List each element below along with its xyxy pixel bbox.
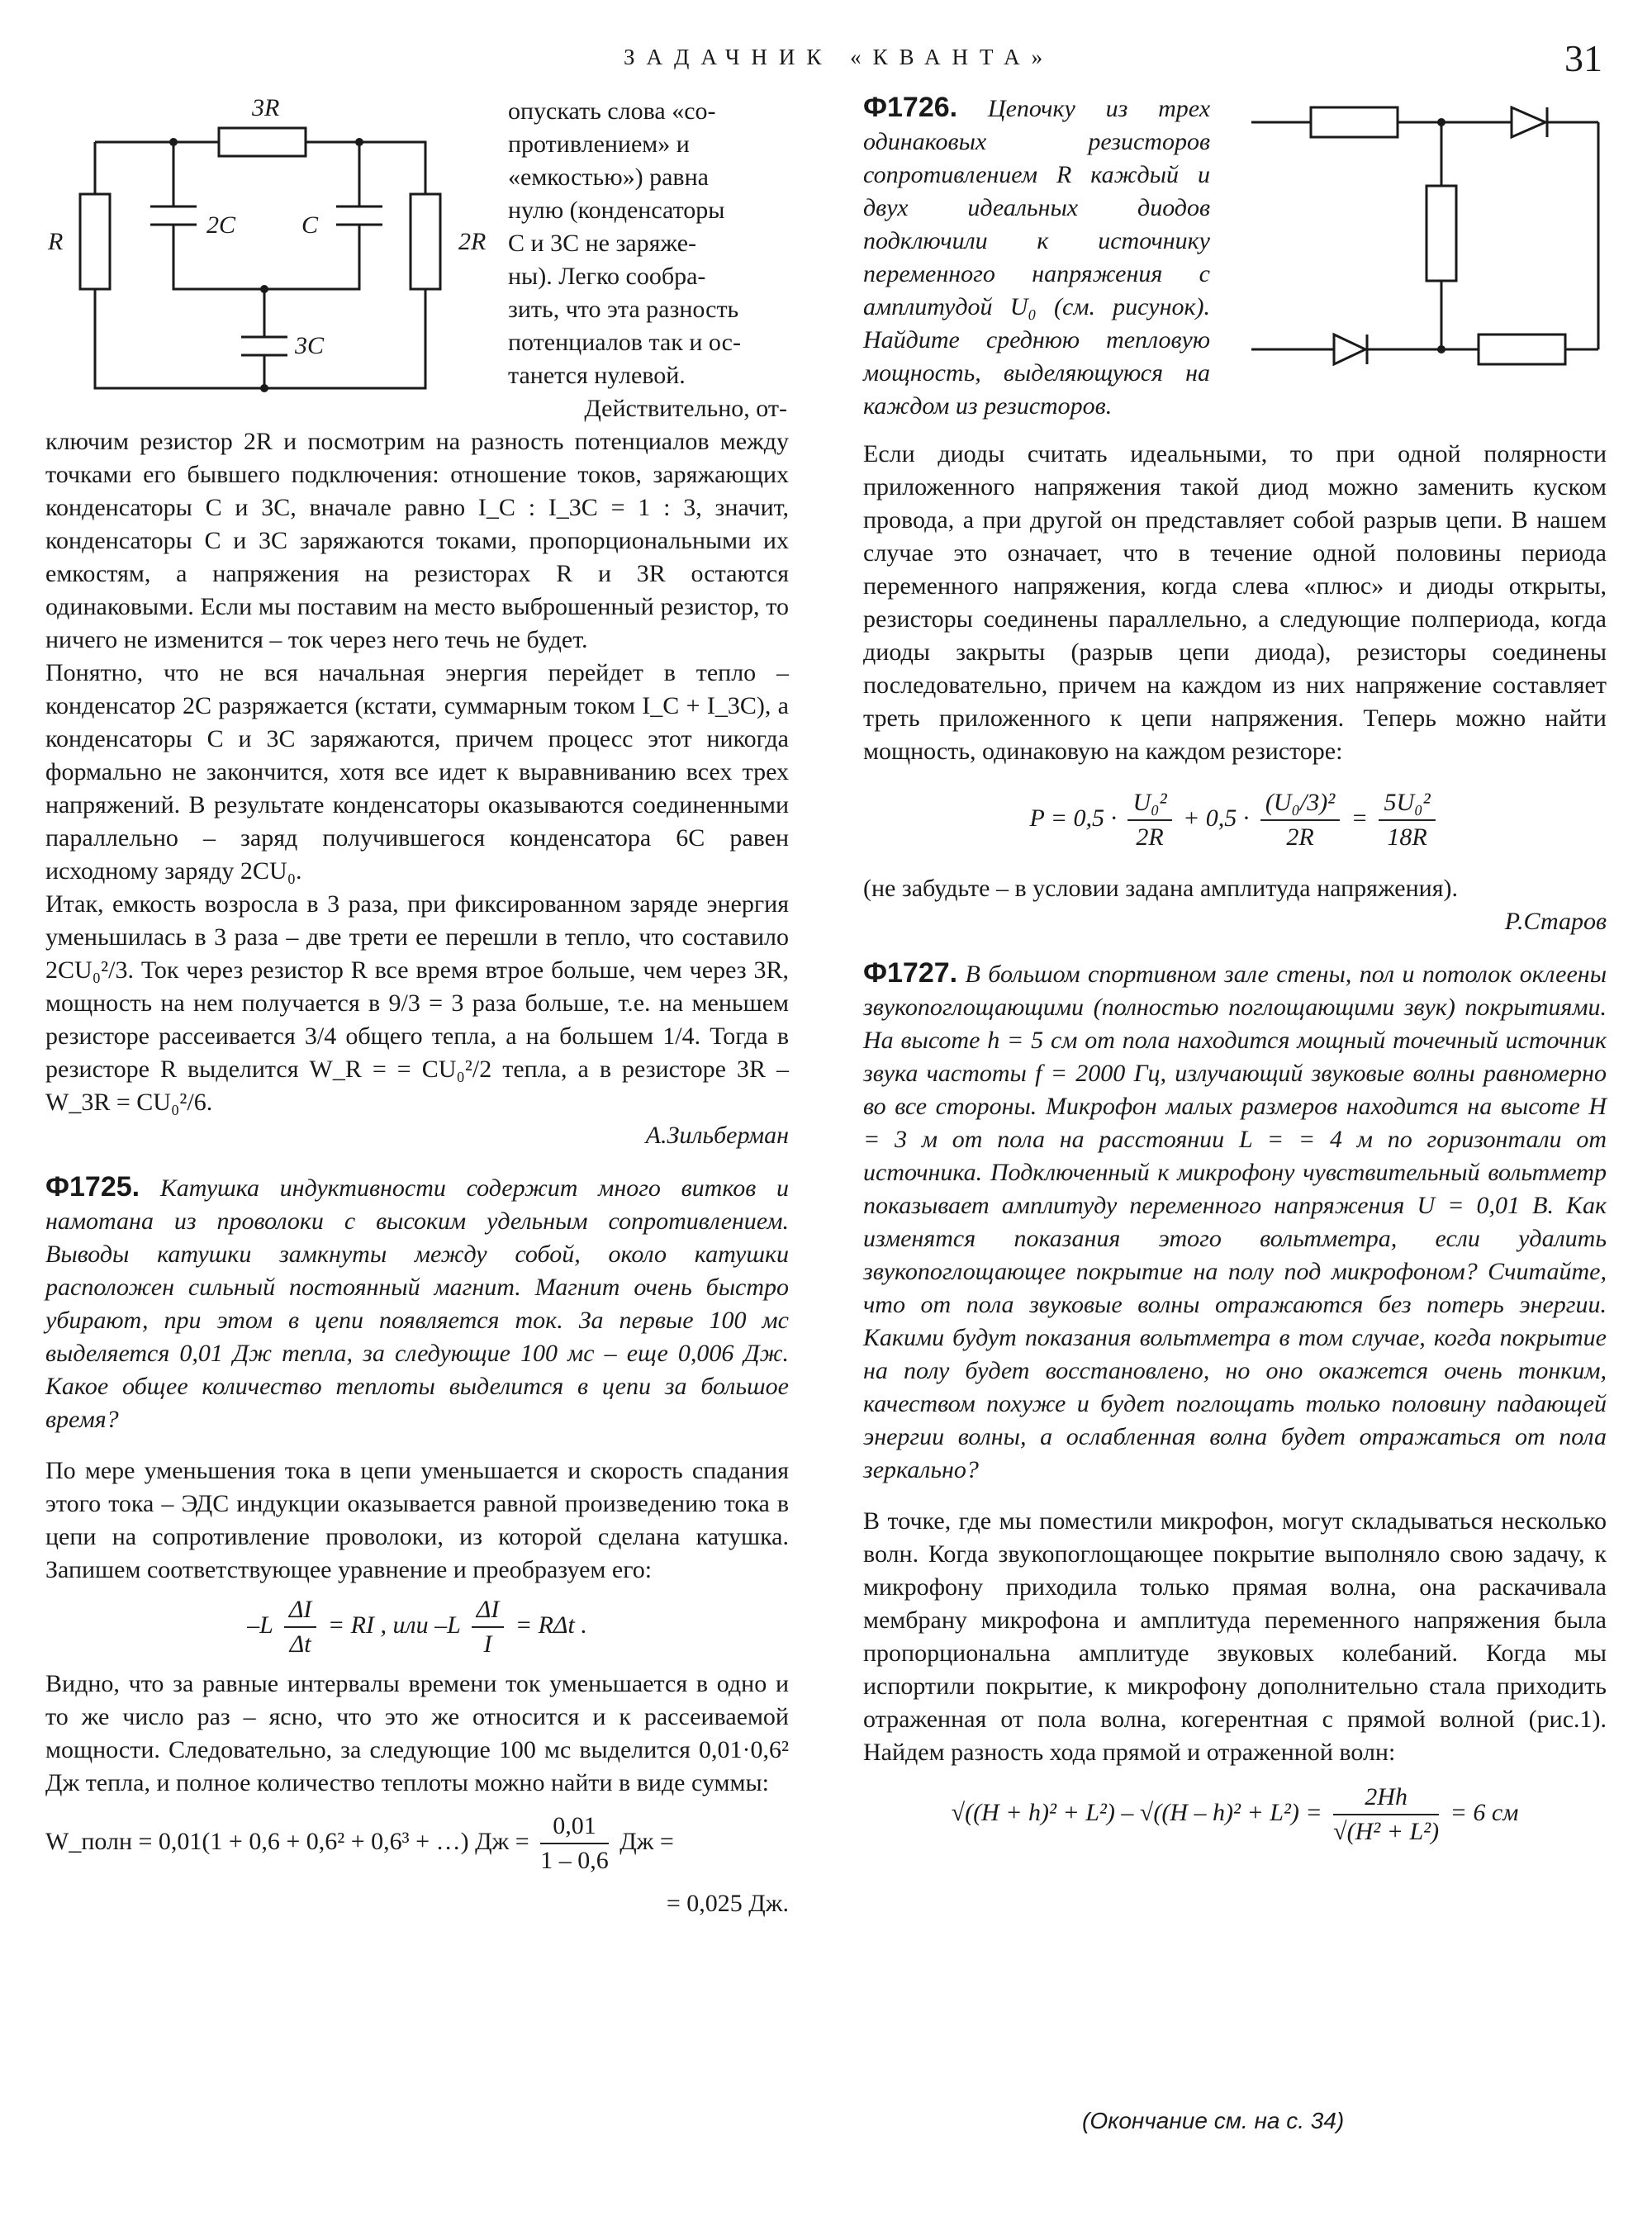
eq-term: –L: [434, 1611, 461, 1639]
right-column: [863, 438, 1607, 1848]
solution-paragraph: Итак, емкость возросла в 3 раза, при фиксированном заряде энергия уменьшилась в 3 раза – две трети ее перешли в тепло, что составило 2CU₀²/3. Ток через резистор R все время втрое больше, чем через 3R, мощность на нем получается в 9/3 = 3 раза больше, т.е. на меньшем резисторе рассеивается 3/4 общего тепла, а на большем 1/4. Тогда в резисторе R выделится W_R = = CU₀²/2 тепла, а в резисторе 3R – W_3R = CU₀²/6.: [45, 890, 789, 1116]
numerator: ΔI: [472, 1593, 505, 1628]
fraction: [472, 1593, 505, 1661]
problem-statement: В большом спортивном зале стены, пол и потолок оклеены звукопоглощающими (полностью поглощающими звук) покрытиями. На высоте h = 5 см от пола находится мощный точечный источник звука частоты f = 2000 Гц, излучающий звуковые волны равномерно во все стороны. Микрофон малых размеров находится на высоте H = 3 м от пола на расстоянии L = = 4 м по горизонтали от источника. Подключенный к микрофону чувствительный вольтметр показывает амплитуду переменного напряжения U = 0,01 В. Как изменятся показания этого вольтметра, если удалить звукопоглощающее покрытие на полу под микрофоном? Считайте, что от пола звуковые волны отражаются без потерь энергии. Какими будут показания вольтметра в том случае, когда покрытие на полу будет восстановлено, но оно окажется очень тонким, качеством похуже и будет поглощать только половину падающей энергии волны, а ослабленная волна будет отражаться от пола зеркально?: [863, 961, 1607, 1483]
wrap-line: C и 3C не заряже-: [508, 230, 697, 257]
wrap-line: нулю (конденсаторы: [508, 197, 725, 224]
label-C: C: [301, 211, 319, 239]
numerator: 2Hh: [1333, 1781, 1439, 1815]
page-header: [0, 37, 1652, 89]
denominator: 18R: [1387, 823, 1427, 851]
eq-term: Дж =: [620, 1827, 674, 1855]
problem-statement: Катушка индуктивности содержит много витков и намотана из проволоки с высоким удельным сопротивлением. Выводы катушки замкнуты между собой, около катушки расположен сильный постоянный магнит. Магнит очень быстро убирают, при этом в цепи появляется ток. За первые 100 мс выделяется 0,01 Дж тепла, за следующие 100 мс – еще 0,006 Дж. Какое общее количество теплоты выделится в цепи за большое время?: [45, 1174, 789, 1433]
fraction: [284, 1593, 317, 1661]
label-2R: 2R: [458, 228, 487, 255]
eq-term: W_полн = 0,01(1 + 0,6 + 0,6² + 0,6³ + …) Дж =: [45, 1827, 529, 1855]
wrap-line: Действительно, от-: [584, 395, 787, 422]
problem-1725: [45, 1170, 789, 1436]
journal-section-title: ЗАДАЧНИК «КВАНТА»: [624, 45, 1055, 69]
denominator: Δt: [289, 1630, 311, 1658]
equation-path-difference: [863, 1781, 1607, 1848]
solution-paragraph: (не забудьте – в условии задана амплитуда напряжения).: [863, 875, 1458, 902]
denominator: 1 – 0,6: [540, 1847, 609, 1874]
wrap-line: потенциалов так и ос-: [508, 329, 741, 356]
label-R: R: [48, 228, 64, 255]
denominator: I: [483, 1630, 492, 1658]
solution-paragraph: Понятно, что не вся начальная энергия перейдет в тепло – конденсатор 2C разряжается (кстати, суммарным током I_C + I_3C), а конденсаторы C и 3C заряжаются, причем процесс этот никогда формально не закончится, хотя все идет к выравниванию всех трех напряжений. В результате конденсаторы оказываются соединенными параллельно – заряд получившегося конденсатора 6C равен исходному заряду 2CU₀.: [45, 659, 789, 885]
problem-number: Ф1725.: [45, 1171, 140, 1203]
label-2C: 2C: [206, 211, 236, 239]
denominator: 2R: [1136, 823, 1164, 851]
wrap-line: танется нулевой.: [508, 362, 686, 389]
eq-term: = RI , или: [327, 1611, 429, 1639]
author-signature: Р.Старов: [1504, 908, 1607, 935]
equation-emf: [45, 1593, 789, 1661]
wrap-line: ны). Легко сообра-: [508, 263, 706, 290]
equation-result: = 0,025 Дж.: [666, 1890, 789, 1917]
author-signature: А.Зильберман: [645, 1122, 789, 1149]
problem-1726-statement: [863, 91, 1210, 423]
eq-term: + 0,5 ·: [1183, 804, 1250, 832]
diode-circuit-figure: [1251, 99, 1623, 376]
equation-power: [863, 786, 1607, 854]
denominator: √(H² + L²): [1333, 1818, 1440, 1845]
solution-paragraph: По мере уменьшения тока в цепи уменьшается и скорость спадания этого тока – ЭДС индукции оказывается равной произведению тока в цепи на сопротивление проволоки, из которой сделана катушка. Запишем соответствующее уравнение и преобразуем его:: [45, 1457, 789, 1583]
problem-number: Ф1727.: [863, 957, 958, 989]
solution-paragraph: Видно, что за равные интервалы времени ток уменьшается в одно и то же число раз – ясно, что это же относится и к рассеиваемой мощности. Следовательно, за следующие 100 мс выделится 0,01·0,6² Дж тепла, и полное количество теплоты можно найти в виде суммы:: [45, 1670, 789, 1796]
fraction: [1127, 786, 1171, 854]
problem-number: Ф1726.: [863, 92, 958, 123]
fraction: [540, 1810, 609, 1877]
numerator: ΔI: [284, 1593, 317, 1628]
wrap-line: опускать слова «со-: [508, 97, 716, 125]
equation-sum: [45, 1810, 789, 1877]
left-wrap-text: [508, 95, 787, 425]
eq-term: = RΔt .: [515, 1611, 587, 1639]
eq-term: P = 0,5 ·: [1029, 804, 1117, 832]
problem-statement: Цепочку из трех одинаковых резисторов сопротивлением R каждый и двух идеальных диодов подключили к источнику переменного напряжения с амплитудой U₀ (см. рисунок). Найдите среднюю тепловую мощность, выделяющуюся на каждом из резисторов.: [863, 95, 1211, 420]
numerator: 5U₀²: [1379, 786, 1435, 821]
solution-paragraph: Если диоды считать идеальными, то при одной полярности приложенного напряжения такой диод можно заменить куском провода, а при другой он представляет собой разрыв цепи. В нашем случае это означает, что в течение одной половины периода переменного напряжения, когда слева «плюс» и диоды открыты, резисторы соединены параллельно, а следующие полпериода, когда диоды закрыты (разрыв цепи диода), резисторы соединены последовательно, причем на каждом из них напряжение составляет треть приложенного к цепи напряжения. Теперь можно найти мощность, одинаковую на каждом резисторе:: [863, 440, 1607, 765]
fraction: [1333, 1781, 1439, 1848]
wrap-line: зить, что эта разность: [508, 296, 739, 323]
label-3R: 3R: [252, 94, 280, 121]
label-3C: 3C: [295, 332, 325, 359]
problem-1727: [863, 956, 1607, 1487]
eq-term: =: [1351, 804, 1368, 832]
wrap-line: противлением» и: [508, 130, 690, 158]
denominator: 2R: [1286, 823, 1314, 851]
eq-term: = 6 см: [1450, 1798, 1519, 1826]
solution-paragraph: ключим резистор 2R и посмотрим на разность потенциалов между точками его бывшего подключения: отношение токов, заряжающих конденсаторы C и 3C, вначале равно I_C : I_3C = 1 : 3, значит, конденсаторы C и 3C заряжаются токами, пропорциональными их емкостям, а напряжения на резисторах R и 3R остаются одинаковыми. Если мы поставим на место выброшенный резистор, то ничего не изменится – ток через него течь не будет.: [45, 428, 789, 653]
eq-term: –L: [247, 1611, 273, 1639]
fraction: [1379, 786, 1435, 854]
fraction: [1260, 786, 1340, 854]
solution-paragraph: В точке, где мы поместили микрофон, могут складываться несколько волн. Когда звукопоглощающее покрытие выполняло свою задачу, к микрофону приходила только прямая волна, она раскачивала мембрану микрофона и амплитуда переменного напряжения была пропорциональна амплитуде звуковых колебаний. Когда мы испортили покрытие, к микрофону дополнительно стала приходить отраженная от пола волна, когерентная с прямой волной (рис.1). Найдем разность хода прямой и отраженной волн:: [863, 1507, 1607, 1766]
numerator: 0,01: [540, 1810, 609, 1844]
capacitor-circuit-figure: [45, 91, 508, 396]
numerator: (U₀/3)²: [1260, 786, 1340, 821]
continuation-note: (Окончание см. на с. 34): [1082, 2108, 1345, 2133]
page-number: 31: [1564, 37, 1602, 79]
eq-term: √((H + h)² + L²) – √((H – h)² + L²) =: [951, 1798, 1322, 1826]
wrap-line: «емкостью») равна: [508, 164, 709, 191]
left-column: [45, 425, 789, 1920]
numerator: U₀²: [1127, 786, 1171, 821]
